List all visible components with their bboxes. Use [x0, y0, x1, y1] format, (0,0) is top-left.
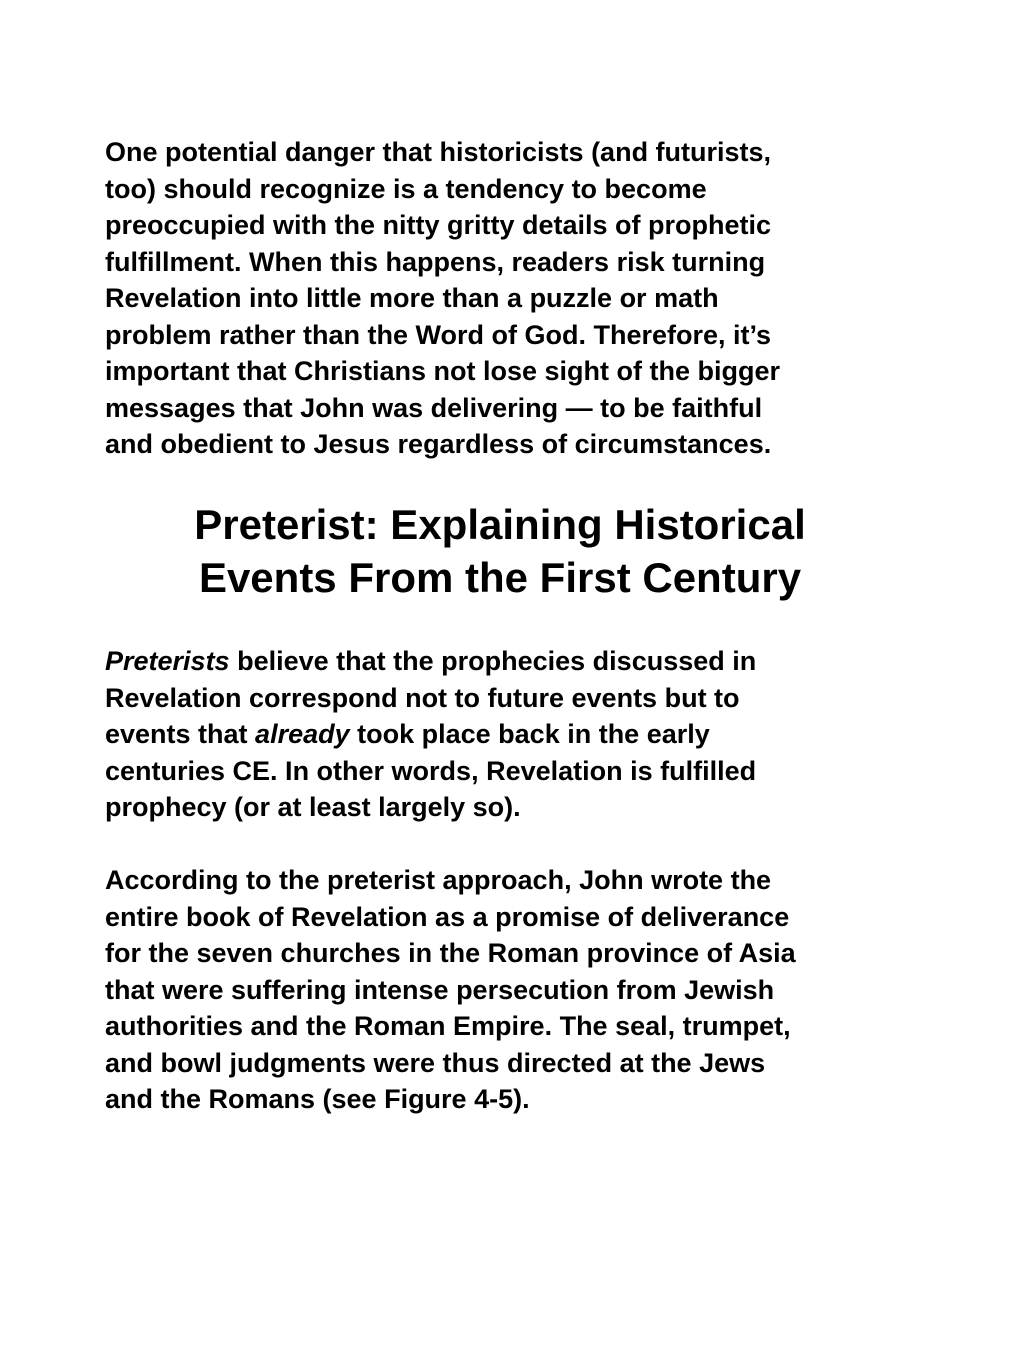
heading-line: Preterist: Explaining Historical: [194, 501, 806, 548]
text-line: entire book of Revelation as a promise of deliverance: [105, 901, 790, 932]
section-heading: [0, 498, 1000, 604]
text-line: for the seven churches in the Roman province of Asia: [105, 938, 796, 968]
text-line: Revelation into little more than a puzzle or math: [105, 283, 719, 313]
text-line: problem rather than the Word of God. Therefore, it’s: [105, 319, 772, 350]
text-line: preoccupied with the nitty gritty details of prophetic: [105, 210, 772, 240]
text-line: and the Romans (see Figure 4-5).: [105, 1084, 530, 1114]
text-run: believe that the prophecies discussed in: [229, 646, 757, 676]
text-line: fulfillment. When this happens, readers risk turning: [105, 246, 766, 277]
text-line: messages that John was delivering — to be faithful: [105, 392, 763, 423]
text-run: events that: [105, 719, 256, 749]
text-line: too) should recognize is a tendency to become: [105, 173, 707, 204]
text-line: authorities and the Roman Empire. The seal, trumpet,: [105, 1011, 791, 1041]
text-line: [105, 716, 905, 753]
paragraph-preterist-approach: [105, 862, 905, 1118]
text-line: that were suffering intense persecution from Jewish: [105, 974, 775, 1005]
italic-term: Preterists: [105, 646, 230, 676]
italic-term: already: [255, 719, 350, 749]
text-line: prophecy (or at least largely so).: [105, 792, 521, 822]
text-line: [105, 643, 905, 680]
text-line: According to the preterist approach, John wrote the: [105, 865, 772, 895]
text-line: centuries CE. In other words, Revelation is fulfilled: [105, 755, 757, 786]
paragraph-preterist-definition: [105, 643, 905, 826]
text-line: important that Christians not lose sight of the bigger: [105, 356, 781, 386]
text-run: took place back in the early: [349, 719, 710, 749]
text-line: One potential danger that historicists (and futurists,: [105, 137, 772, 167]
text-line: Revelation correspond not to future events but to: [105, 682, 740, 713]
text-line: and bowl judgments were thus directed at the Jews: [105, 1047, 766, 1078]
paragraph-historicist-danger: [105, 134, 905, 463]
heading-line: Events From the First Century: [198, 554, 802, 601]
text-line: and obedient to Jesus regardless of circumstances.: [105, 429, 772, 459]
